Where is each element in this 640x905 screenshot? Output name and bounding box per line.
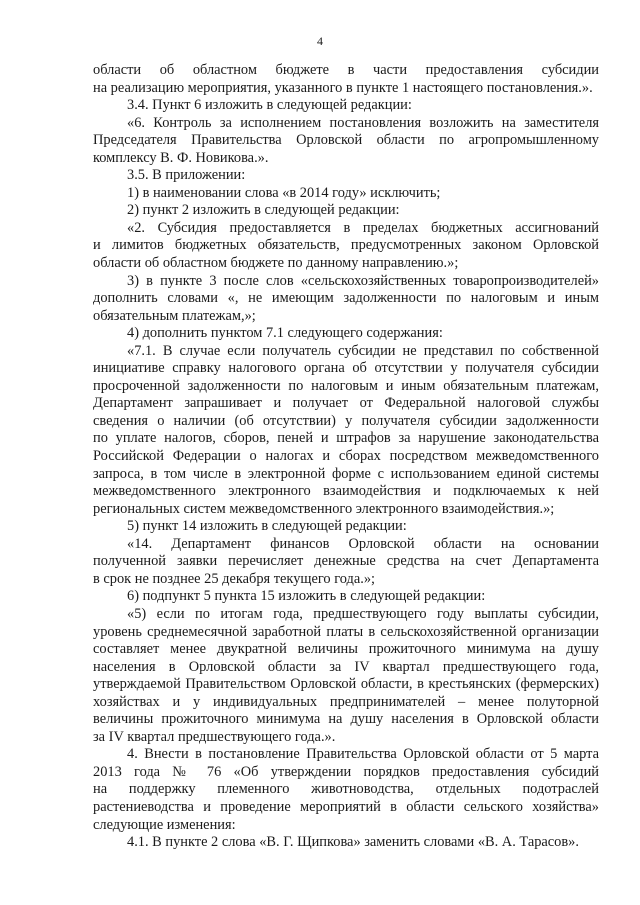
text-line: запроса, в том числе в электронной форме с использованием единой системы xyxy=(93,465,599,482)
page-number: 4 xyxy=(317,34,323,48)
text-line: Департамент запрашивает и получает от Федеральной налоговой службы xyxy=(93,395,599,412)
text-line: растениеводства и проведение мероприятий в области сельского хозяйства» xyxy=(93,798,599,815)
text-line: 4) дополнить пунктом 7.1 следующего содержания: xyxy=(127,325,443,342)
text-line: Российской Федерации о налогах и сборах посредством межведомственного xyxy=(93,448,599,465)
text-line: области об областном бюджете по данному направлению.»; xyxy=(93,255,459,272)
text-line: «2. Субсидия предоставляется в пределах бюджетных ассигнований xyxy=(127,219,599,236)
text-line: уровень среднемесячной заработной платы в сельскохозяйственной организации xyxy=(93,623,599,640)
text-line: области об областном бюджете в части предоставления субсидии xyxy=(93,62,599,78)
text-line: просроченной задолженности по налоговым и иным обязательным платежам, xyxy=(93,377,599,394)
text-line: 4.1. В пункте 2 слова «В. Г. Щипкова» заменить словами «В. А. Тарасов». xyxy=(127,834,579,851)
text-line: дополнить словами «, не имеющим задолженности по налоговым и иным xyxy=(93,290,599,307)
text-line: хозяйствах и у индивидуальных предпринимателей – менее полуторной xyxy=(93,693,599,710)
text-line: утверждаемой Правительством Орловской области, в крестьянских (фермерских) xyxy=(93,676,599,693)
text-line: 2013 года № 76 «Об утверждении порядков предоставления субсидий xyxy=(93,763,599,780)
text-line: региональных систем межведомственного электронного взаимодействия.»; xyxy=(93,500,555,517)
text-line: в срок не позднее 25 декабря текущего года.»; xyxy=(93,570,376,587)
text-line: полученной заявки перечисляет денежные средства на счет Департамента xyxy=(93,553,599,570)
text-line: «7.1. В случае если получатель субсидии не представил по собственной xyxy=(127,342,599,359)
text-line: обязательным платежам,»; xyxy=(93,307,256,324)
text-line: 3) в пункте 3 после слов «сельскохозяйственных товаропроизводителей» xyxy=(127,272,599,289)
text-line: следующие изменения: xyxy=(93,816,236,833)
text-line: 4. Внести в постановление Правительства Орловской области от 5 марта xyxy=(127,746,599,763)
text-line: «14. Департамент финансов Орловской области на основании xyxy=(127,535,599,552)
text-line: и лимитов бюджетных обязательств, предусмотренных законом Орловской xyxy=(93,237,599,254)
text-line: на поддержку племенного животноводства, отдельных подотраслей xyxy=(93,781,599,798)
text-line: 3.5. В приложении: xyxy=(127,167,246,184)
text-line: по уплате налогов, сборов, пеней и штрафов за нарушение законодательства xyxy=(93,430,599,447)
text-line: межведомственного электронного взаимодействия и подключаемых к ней xyxy=(93,483,599,500)
text-line: величины прожиточного минимума на душу населения в Орловской области xyxy=(93,711,599,728)
text-line: населения в Орловской области за IV квартал предшествующего года, xyxy=(93,658,599,675)
text-line: комплексу В. Ф. Новикова.». xyxy=(93,149,269,166)
text-line: инициативе справку налогового органа об отсутствии у получателя субсидии xyxy=(93,360,599,377)
text-line: 1) в наименовании слова «в 2014 году» исключить; xyxy=(127,184,441,201)
text-line: за IV квартал предшествующего года.». xyxy=(93,728,336,745)
text-line: сведения о наличии (об отсутствии) у получателя субсидии задолженности xyxy=(93,412,599,429)
text-line: составляет менее двукратной величины прожиточного минимума на душу xyxy=(93,641,599,658)
text-line: 5) пункт 14 изложить в следующей редакции: xyxy=(127,518,407,535)
text-line: «6. Контроль за исполнением постановления возложить на заместителя xyxy=(127,114,599,131)
text-line: 6) подпункт 5 пункта 15 изложить в следующей редакции: xyxy=(127,588,486,605)
text-line: 2) пункт 2 изложить в следующей редакции: xyxy=(127,202,400,219)
document-body xyxy=(93,62,599,852)
text-line: на реализацию мероприятия, указанного в пункте 1 настоящего постановления.». xyxy=(93,79,593,96)
text-line: «5) если по итогам года, предшествующего году выплаты субсидии, xyxy=(127,605,599,622)
text-line: 3.4. Пункт 6 изложить в следующей редакции: xyxy=(127,97,412,114)
text-line: Председателя Правительства Орловской области по агропромышленному xyxy=(93,132,599,149)
